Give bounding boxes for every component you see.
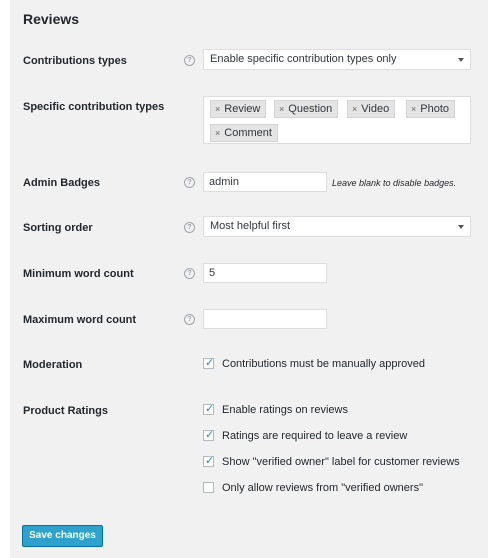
tag-label: Video: [361, 103, 390, 115]
tag-video: [347, 100, 395, 118]
save-changes-button[interactable]: Save changes: [22, 525, 103, 547]
tag-photo: [406, 100, 455, 118]
admin-badges-hint: Leave blank to disable badges.: [332, 178, 457, 188]
page-title: Reviews: [23, 11, 80, 27]
sorting-order-selected-value: Most helpful first: [210, 220, 291, 232]
enable-ratings-checkbox[interactable]: [203, 404, 214, 415]
question-circle-icon[interactable]: ?: [184, 177, 195, 188]
question-circle-icon[interactable]: ?: [184, 268, 195, 279]
max-word-count-input[interactable]: [203, 309, 327, 329]
sorting-order-label: Sorting order: [23, 222, 93, 234]
verified-owner-label-text: Show "verified owner" label for customer reviews: [222, 456, 460, 468]
enable-ratings-label: Enable ratings on reviews: [222, 404, 348, 416]
product-ratings-label: Product Ratings: [23, 405, 108, 417]
min-word-count-input[interactable]: [203, 263, 327, 283]
tag-question: [274, 100, 338, 118]
verified-owner-label-checkbox[interactable]: [203, 456, 214, 467]
chevron-down-icon: [458, 58, 464, 62]
tag-label: Comment: [224, 127, 272, 139]
checkmark-icon: ✓: [205, 403, 215, 415]
contribution-types-selected-value: Enable specific contribution types only: [210, 53, 397, 65]
moderation-label: Moderation: [23, 359, 83, 371]
admin-badges-input[interactable]: [203, 172, 327, 192]
question-circle-icon[interactable]: ?: [184, 222, 195, 233]
question-circle-icon[interactable]: ?: [184, 55, 195, 66]
verified-owners-only-label: Only allow reviews from "verified owners": [222, 482, 423, 494]
max-word-count-label: Maximum word count: [23, 314, 137, 326]
checkmark-icon: ✓: [205, 455, 215, 467]
ratings-required-label: Ratings are required to leave a review: [222, 430, 408, 442]
tag-label: Question: [288, 103, 333, 115]
checkmark-icon: ✓: [205, 357, 215, 369]
remove-tag-icon[interactable]: ×: [215, 104, 221, 114]
question-circle-icon[interactable]: ?: [184, 314, 195, 325]
tag-label: Photo: [420, 103, 450, 115]
checkmark-icon: ✓: [205, 429, 215, 441]
specific-types-label: Specific contribution types: [23, 101, 165, 113]
tag-comment: [210, 124, 278, 142]
remove-tag-icon[interactable]: ×: [215, 128, 221, 138]
moderation-checkbox[interactable]: [203, 358, 214, 369]
remove-tag-icon[interactable]: ×: [352, 104, 358, 114]
remove-tag-icon[interactable]: ×: [411, 104, 417, 114]
tag-review: [210, 100, 266, 118]
moderation-checkbox-label: Contributions must be manually approved: [222, 358, 426, 370]
tag-label: Review: [224, 103, 261, 115]
verified-owners-only-checkbox[interactable]: [203, 482, 214, 493]
remove-tag-icon[interactable]: ×: [279, 104, 285, 114]
admin-badges-label: Admin Badges: [23, 177, 101, 189]
ratings-required-checkbox[interactable]: [203, 430, 214, 441]
min-word-count-label: Minimum word count: [23, 268, 134, 280]
sorting-order-select[interactable]: [203, 216, 471, 237]
contribution-types-select[interactable]: [203, 49, 471, 70]
chevron-down-icon: [458, 225, 464, 229]
specific-types-tag-input[interactable]: [203, 96, 471, 144]
contribution-types-label: Contributions types: [23, 55, 127, 67]
